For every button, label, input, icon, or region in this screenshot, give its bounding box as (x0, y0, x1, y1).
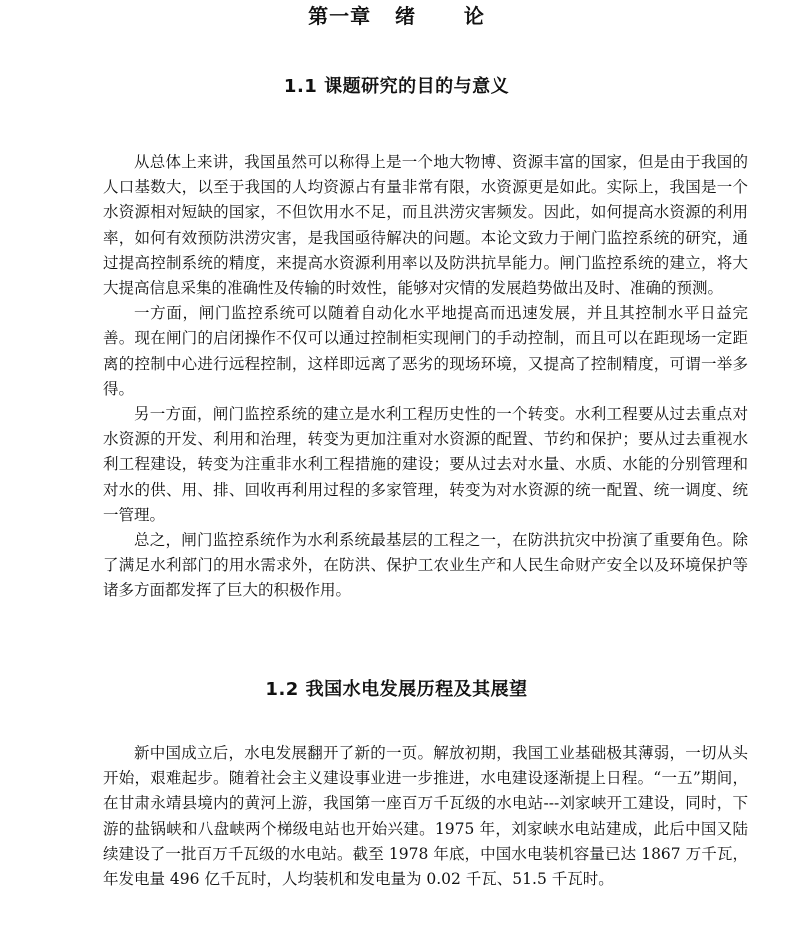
paragraph: 从总体上来讲，我国虽然可以称得上是一个地大物博、资源丰富的国家，但是由于我国的人口基数大，以至于我国的人均资源占有量非常有限，水资源更是如此。实际上，我国是一个水资源相对短缺的国家，不但饮用水不足，而且洪涝灾害频发。因此，如何提高水资源的利用率，如何有效预防洪涝灾害，是我国亟待解决的问题。本论文致力于闸门监控系统的研究，通过提高控制系统的精度，来提高水资源利用率以及防洪抗旱能力。闸门监控系统的建立，将大大提高信息采集的准确性及传输的时效性，能够对灾情的发展趋势做出及时、准确的预测。 (103, 153, 748, 298)
section-body (103, 741, 748, 892)
paragraph: 另一方面，闸门监控系统的建立是水利工程历史性的一个转变。水利工程要从过去重点对水资源的开发、利用和治理，转变为更加注重对水资源的配置、节约和保护；要从过去重视水利工程建设，转变为注重非水利工程措施的建设；要从过去对水量、水质、水能的分别管理和对水的供、用、排、回收再利用过程的多家管理，转变为对水资源的统一配置、统一调度、统一管理。 (103, 405, 748, 524)
paragraph: 总之，闸门监控系统作为水利系统最基层的工程之一，在防洪抗灾中扮演了重要角色。除了满足水利部门的用水需求外，在防洪、保护工农业生产和人民生命财产安全以及环境保护等诸多方面都发挥了巨大的积极作用。 (103, 531, 748, 600)
section-body (103, 150, 748, 604)
section-heading: 1.2 我国水电发展历程及其展望 (265, 679, 528, 700)
section-heading: 1.1 课题研究的目的与意义 (283, 76, 510, 97)
paragraph: 新中国成立后，水电发展翻开了新的一页。解放初期，我国工业基础极其薄弱，一切从头开始，艰难起步。随着社会主义建设事业进一步推进，水电建设逐渐提上日程。“一五”期间，在甘肃永靖县境内的黄河上游，我国第一座百万千瓦级的水电站---刘家峡开工建设，同时，下游的盐锅峡和八盘峡两个梯级电站也开始兴建。1975 年，刘家峡水电站建成，此后中国又陆续建设了一批百万千瓦级的水电站。截至 1978 年底，中国水电装机容量已达 1867 万千瓦，年发电量 496 亿千瓦时，人均装机和发电量为 0.02 千瓦、51.5 千瓦时。 (103, 744, 748, 889)
paragraph: 一方面，闸门监控系统可以随着自动化水平地提高而迅速发展，并且其控制水平日益完善。现在闸门的启闭操作不仅可以通过控制柜实现闸门的手动控制，而且可以在距现场一定距离的控制中心进行远程控制，这样即远离了恶劣的现场环境，又提高了控制精度，可谓一举多得。 (103, 304, 748, 398)
chapter-title: 第一章 绪 论 (308, 4, 485, 28)
